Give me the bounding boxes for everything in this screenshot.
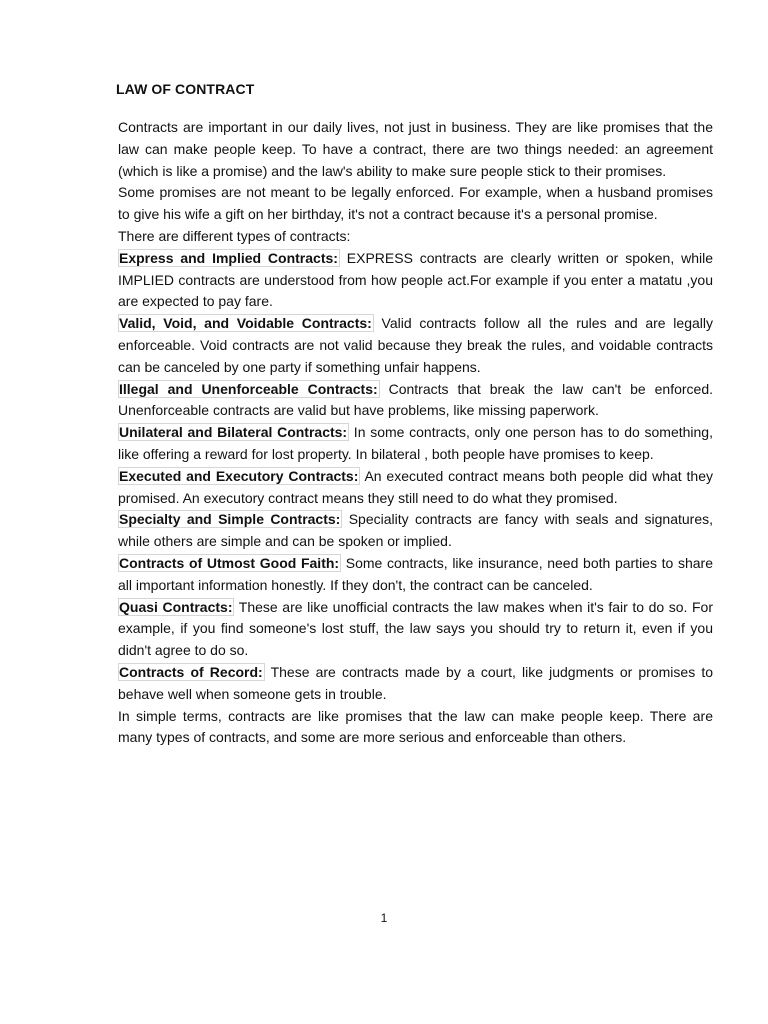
- contract-type-paragraph: [118, 466, 713, 510]
- contract-type-description: Valid contracts follow all the rules and are legally enforceable. Void contracts are not valid because they break the rules, and voidable contracts can be canceled by one party if something unfair happens.: [118, 315, 713, 375]
- contract-type-term: Quasi Contracts:: [119, 598, 233, 615]
- contract-type-term: Express and Implied Contracts:: [119, 249, 338, 266]
- intro-paragraph: Contracts are important in our daily lives, not just in business. They are like promises that the law can make people keep. To have a contract, there are two things needed: an agreement (which is like a promise) and the law's ability to make sure people stick to their promises.: [118, 119, 713, 179]
- contract-type-description: Speciality contracts are fancy with seals and signatures, while others are simple and can be spoken or implied.: [118, 511, 713, 550]
- contract-type-paragraph: [118, 379, 713, 423]
- intro-paragraph: There are different types of contracts:: [118, 227, 351, 244]
- document-title: LAW OF CONTRACT: [116, 81, 255, 97]
- contract-type-term: Illegal and Unenforceable Contracts:: [119, 380, 378, 397]
- contract-type-description: In some contracts, only one person has to do something, like offering a reward for lost property. In bilateral , both people have promises to keep.: [118, 424, 713, 462]
- conclusion-paragraph: In simple terms, contracts are like promises that the law can make people keep. There are many types of contracts, and some are more serious and enforceable than others.: [118, 707, 713, 746]
- contract-type-term: Unilateral and Bilateral Contracts:: [119, 424, 348, 441]
- contract-type-description: These are contracts made by a court, like judgments or promises to behave well when someone gets in trouble.: [118, 663, 713, 702]
- contract-type-term: Contracts of Utmost Good Faith:: [119, 554, 340, 571]
- contract-type-description: These are like unofficial contracts the law makes when it's fair to do so. For example, if you find someone's lost stuff, the law says you should try to return it, even if you didn't agree to do so.: [118, 598, 713, 659]
- contract-type-description: Some contracts, like insurance, need both parties to share all important information honestly. If they don't, the contract can be canceled.: [118, 554, 713, 593]
- contract-type-paragraph: [118, 509, 713, 553]
- contract-type-paragraph: [118, 248, 713, 313]
- contract-type-description: An executed contract means both people did what they promised. An executory contract means they still need to do what they promised.: [118, 467, 713, 506]
- document-body: [118, 117, 713, 749]
- contract-type-paragraph: [118, 597, 713, 662]
- contract-type-paragraph: [118, 662, 713, 706]
- intro-paragraph: Some promises are not meant to be legally enforced. For example, when a husband promises to give his wife a gift on her birthday, it's not a contract because it's a personal promise.: [118, 184, 713, 223]
- contract-type-description: EXPRESS contracts are clearly written or spoken, while IMPLIED contracts are understood from how people act.For example if you enter a matatu ,you are expected to pay fare.: [118, 249, 713, 310]
- contract-type-term: Contracts of Record:: [119, 663, 263, 680]
- contract-type-paragraph: [118, 553, 713, 597]
- contract-type-paragraph: [118, 313, 713, 378]
- page-number: 1: [380, 911, 388, 925]
- contract-type-term: Executed and Executory Contracts:: [119, 467, 359, 484]
- contract-type-description: Contracts that break the law can't be enforced. Unenforceable contracts are valid but have problems, like missing paperwork.: [118, 380, 714, 419]
- contract-type-term: Valid, Void, and Voidable Contracts:: [119, 315, 372, 332]
- contract-type-term: Specialty and Simple Contracts:: [119, 511, 341, 528]
- contract-type-paragraph: [118, 422, 713, 466]
